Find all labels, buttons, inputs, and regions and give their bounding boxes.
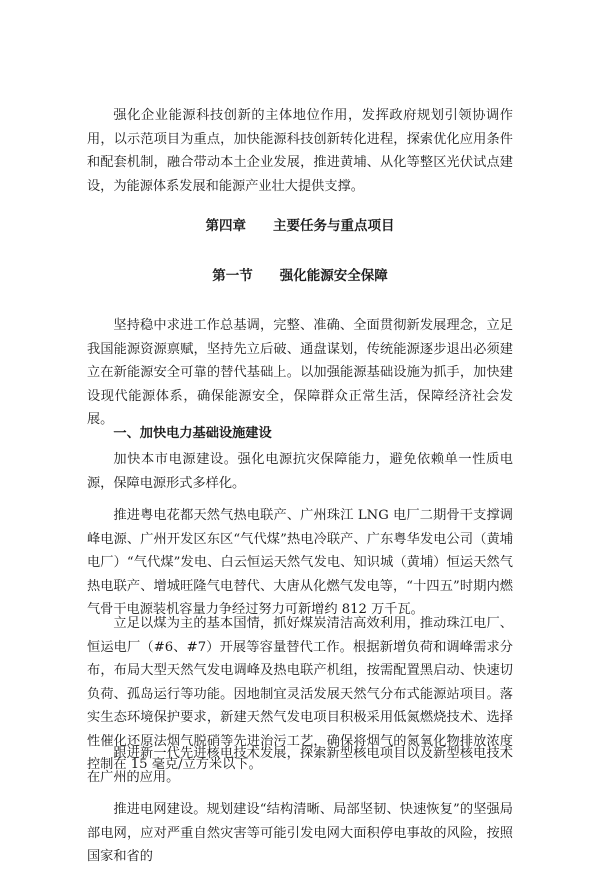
section-intro-paragraph: 坚持稳中求进工作总基调，完整、准确、全面贯彻新发展理念，立足我国能源资源禀赋，坚持先立后破、通盘谋划，传统能源逐步退出必须建立在新能源安全可靠的替代基础上。以加强能源基础设施为抓手，加快建设现代能源体系，确保能源安全，保障群众正常生活，保障经济社会发展。 [87,318,513,427]
section-title: 第一节 强化能源安全保障 [212,268,388,284]
intro-paragraph: 强化企业能源科技创新的主体地位作用，发挥政府规划引领协调作用，以示范项目为重点，加快能源科技创新转化进程，探索优化应用条件和配套机制，融合带动本土企业发展，推进黄埔、从化等整区光伏试点建设，为能源体系发展和能源产业壮大提供支撑。 [87,108,513,194]
grid-paragraph: 推进电网建设。规划建设“结构清晰、局部坚韧、快速恢复”的坚强局部电网，应对严重自然灾害等可能引发电网大面积停电事故的风险，按照国家和省的 [87,802,513,864]
subsection-heading: 一、加快电力基础设施建设 [113,426,272,441]
gas-projects-paragraph: 推进粤电花都天然气热电联产、广州珠江 LNG 电厂二期骨干支撑调峰电源、广州开发区东区“气代煤”热电冷联产、广东粤华发电公司（黄埔电厂）“气代煤”发电、白云恒运天然气发电、知识城（黄埔）恒运天然气热电联产、增城旺隆气电替代、大唐从化燃气发电等，“十四五”时期内燃气骨干电源装机容量力争经过努力可新增约 812 万千瓦。 [87,508,513,617]
coal-based-paragraph: 立足以煤为主的基本国情，抓好煤炭清洁高效利用，推动珠江电厂、恒运电厂（#6、#7）开展等容量替代工作。根据新增负荷和调峰需求分布，布局大型天然气发电调峰及热电联产机组，按需配置黑启动、快速切负荷、孤岛运行等功能。因地制宜灵活发展天然气分布式能源站项目。落实生态环境保护要求，新建天然气发电项目积极采用低氮燃烧技术、选择性催化还原法烟气脱硝等先进治污工艺，确保将烟气的氮氧化物排放浓度控制在 15 毫克/立方米以下。 [87,616,513,772]
power-source-paragraph: 加快本市电源建设。强化电源抗灾保障能力，避免依赖单一性质电源，保障电源形式多样化。 [87,452,513,491]
chapter-title: 第四章 主要任务与重点项目 [205,218,395,234]
nuclear-paragraph: 跟进新一代先进核电技术发展，探索新型核电项目以及新型核电技术在广州的应用。 [87,746,513,785]
